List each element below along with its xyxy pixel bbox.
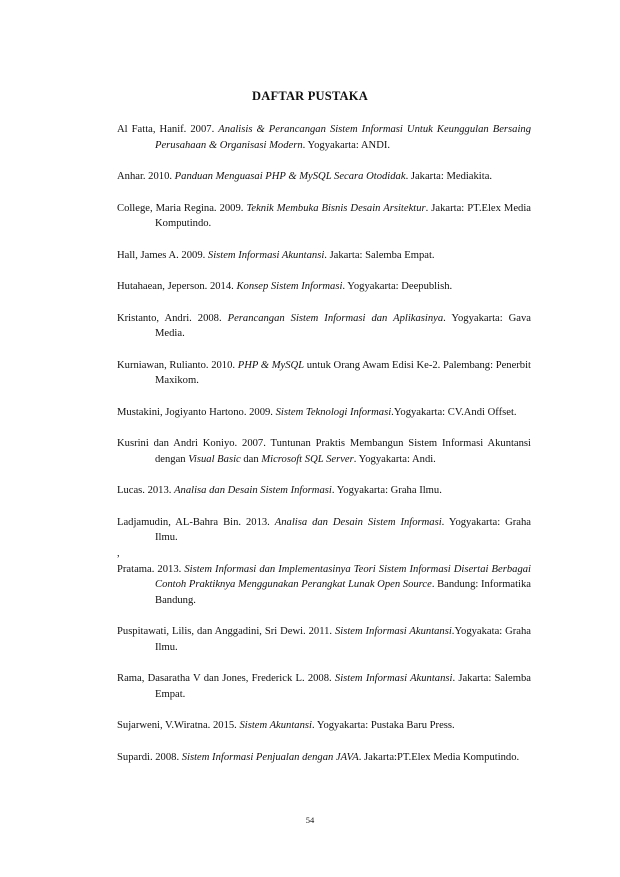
reference-list [117, 122, 531, 781]
reference-entry: Mustakini, Jogiyanto Hartono. 2009. Sistem Teknologi Informasi.Yogyakarta: CV.Andi Offset. [117, 406, 517, 418]
reference-entry: Ladjamudin, AL-Bahra Bin. 2013. Analisa dan Desain Sistem Informasi. Yogyakarta: Graha Ilmu. [117, 516, 531, 543]
reference-entry: Kurniawan, Rulianto. 2010. PHP & MySQL untuk Orang Awam Edisi Ke-2. Palembang: Penerbit Maxikom. [117, 359, 531, 386]
reference-entry: Al Fatta, Hanif. 2007. Analisis & Perancangan Sistem Informasi Untuk Keunggulan Bersaing Perusahaan & Organisasi Modern. Yogyakarta: ANDI. [117, 124, 531, 151]
page-title: DAFTAR PUSTAKA [252, 89, 368, 103]
reference-entry: Kristanto, Andri. 2008. Perancangan Sistem Informasi dan Aplikasinya. Yogyakarta: Gava Media. [117, 312, 532, 339]
reference-entry: Sujarweni, V.Wiratna. 2015. Sistem Akuntansi. Yogyakarta: Pustaka Baru Press. [117, 720, 455, 731]
stray-comma: , [117, 547, 120, 559]
reference-entry: Pratama. 2013. Sistem Informasi dan Implementasinya Teori Sistem Informasi Disertai Berbagai Contoh Praktiknya Menggunakan Perangkat Lunak Open Source. Bandung: Informatika Bandung. [117, 563, 531, 606]
reference-entry: Lucas. 2013. Analisa dan Desain Sistem Informasi. Yogyakarta: Graha Ilmu. [117, 485, 442, 496]
reference-entry: Kusrini dan Andri Koniyo. 2007. Tuntunan Praktis Membangun Sistem Informasi Akuntansi dengan Visual Basic dan Microsoft SQL Server. Yogyakarta: Andi. [117, 438, 531, 465]
reference-entry: College, Maria Regina. 2009. Teknik Membuka Bisnis Desain Arsitektur. Jakarta: PT.Elex Media Komputindo. [117, 202, 531, 229]
reference-entry: Hall, James A. 2009. Sistem Informasi Akuntansi. Jakarta: Salemba Empat. [117, 249, 435, 261]
page-number: 54 [305, 815, 315, 825]
reference-entry: Anhar. 2010. Panduan Menguasai PHP & MySQL Secara Otodidak. Jakarta: Mediakita. [117, 171, 493, 182]
reference-entry: Puspitawati, Lilis, dan Anggadini, Sri Dewi. 2011. Sistem Informasi Akuntansi.Yogyakata: Graha Ilmu. [117, 626, 531, 653]
reference-entry: Supardi. 2008. Sistem Informasi Penjualan dengan JAVA. Jakarta:PT.Elex Media Komputindo. [117, 751, 520, 763]
reference-entry: Hutahaean, Jeperson. 2014. Konsep Sistem Informasi. Yogyakarta: Deepublish. [117, 281, 453, 292]
reference-entry: Rama, Dasaratha V dan Jones, Frederick L. 2008. Sistem Informasi Akuntansi. Jakarta: Salemba Empat. [117, 673, 531, 700]
